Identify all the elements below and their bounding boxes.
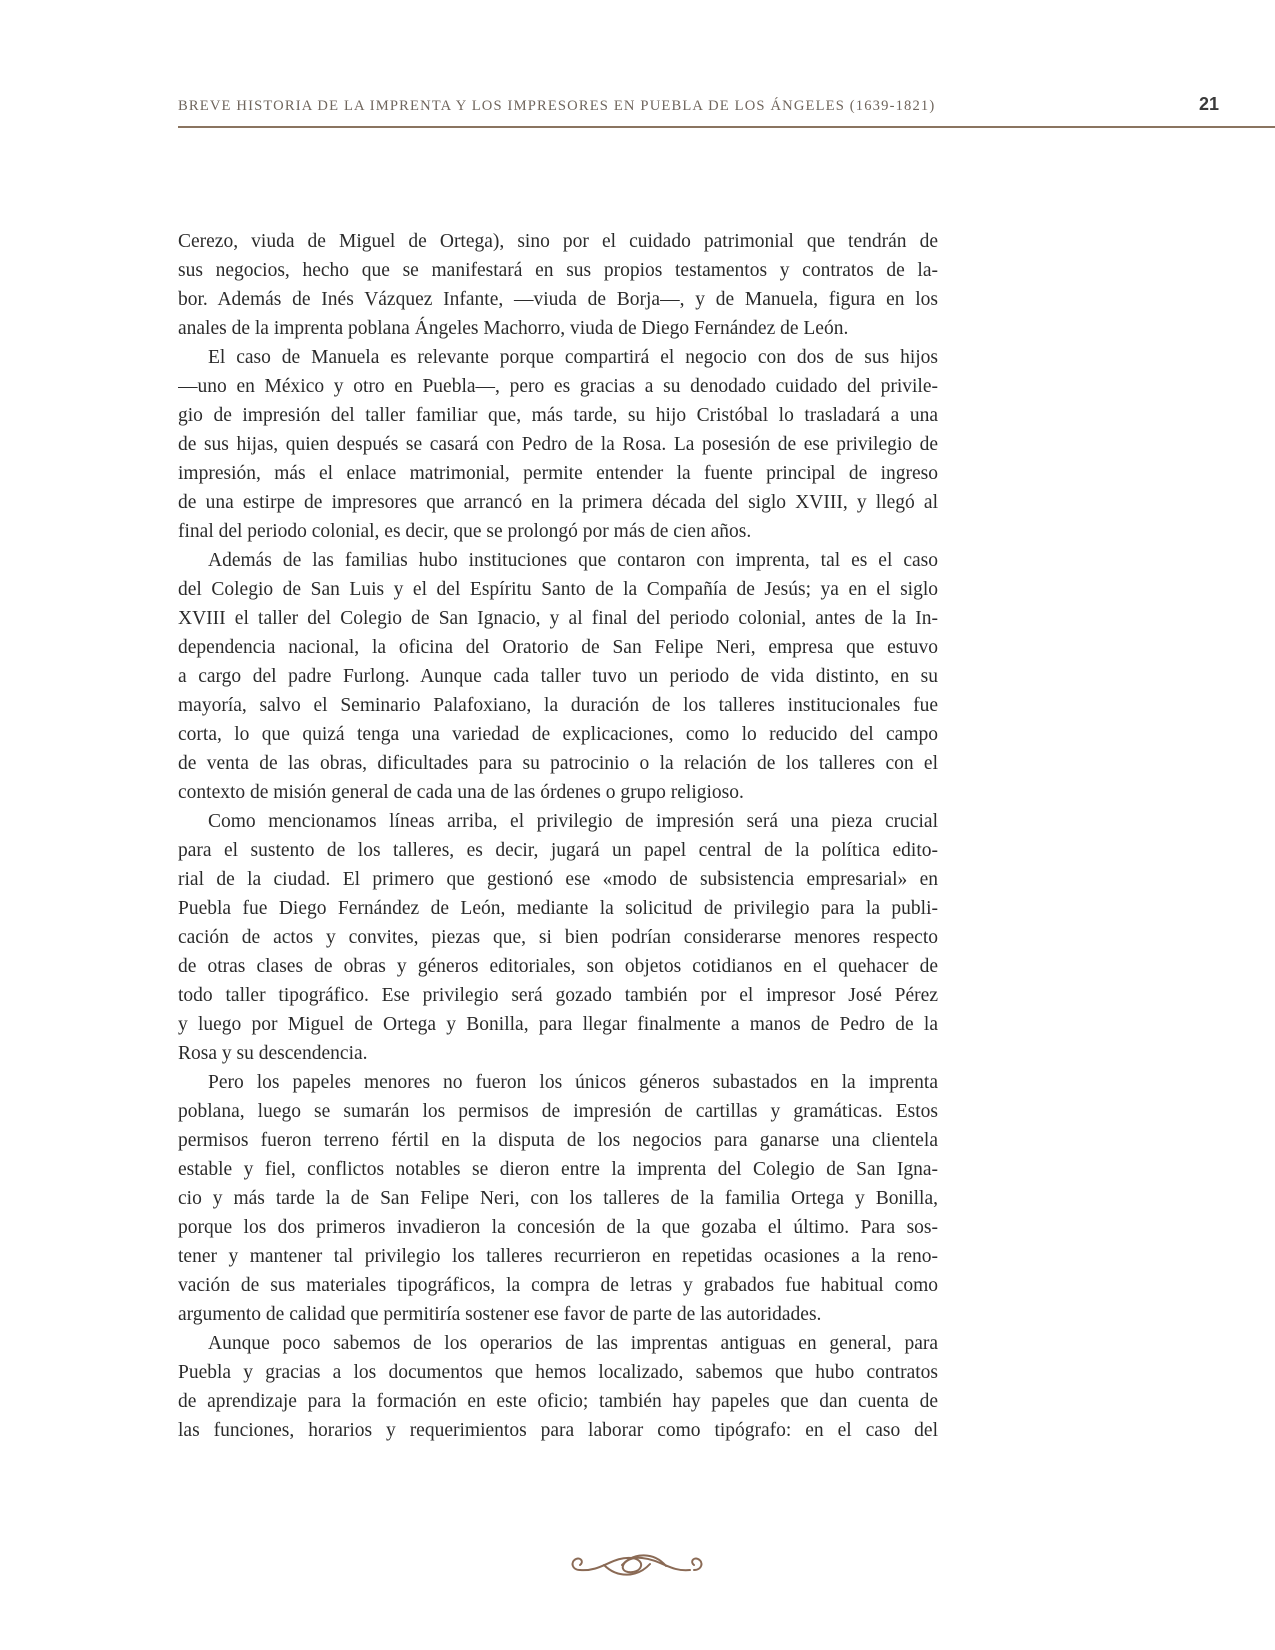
text-line: de venta de las obras, dificultades para su patrocinio o la relación de los talleres con el: [178, 753, 938, 774]
text-line: Además de las familias hubo instituciones que contaron con imprenta, tal es el caso: [208, 550, 938, 571]
text-line: gio de impresión del taller familiar que, más tarde, su hijo Cristóbal lo trasladará a una: [178, 405, 938, 426]
text-line: Puebla fue Diego Fernández de León, mediante la solicitud de privilegio para la publi-: [178, 898, 938, 919]
text-line: El caso de Manuela es relevante porque compartirá el negocio con dos de sus hijos: [208, 347, 938, 368]
text-line: de otras clases de obras y géneros editoriales, son objetos cotidianos en el quehacer de: [178, 956, 938, 977]
text-line: impresión, más el enlace matrimonial, permite entender la fuente principal de ingreso: [178, 463, 938, 484]
text-line: —uno en México y otro en Puebla—, pero es gracias a su denodado cuidado del privile-: [178, 376, 938, 397]
text-line: anales de la imprenta poblana Ángeles Machorro, viuda de Diego Fernández de León.: [178, 318, 849, 339]
text-line: estable y fiel, conflictos notables se dieron entre la imprenta del Colegio de San Igna-: [178, 1159, 938, 1180]
text-line: mayoría, salvo el Seminario Palafoxiano, la duración de los talleres institucionales fue: [178, 695, 938, 716]
text-line: final del periodo colonial, es decir, que se prolongó por más de cien años.: [178, 521, 752, 542]
text-line: de una estirpe de impresores que arrancó en la primera década del siglo XVIII, y llegó al: [178, 492, 938, 513]
text-line: bor. Además de Inés Vázquez Infante, —viuda de Borja—, y de Manuela, figura en los: [178, 289, 938, 310]
text-line: Aunque poco sabemos de los operarios de las imprentas antiguas en general, para: [208, 1333, 938, 1354]
text-line: poblana, luego se sumarán los permisos de impresión de cartillas y gramáticas. Estos: [178, 1101, 938, 1122]
text-line: Puebla y gracias a los documentos que hemos localizado, sabemos que hubo contratos: [178, 1362, 938, 1383]
text-line: cio y más tarde la de San Felipe Neri, con los talleres de la familia Ortega y Bonilla,: [178, 1188, 938, 1209]
text-line: cación de actos y convites, piezas que, si bien podrían considerarse menores respecto: [178, 927, 938, 948]
text-line: todo taller tipográfico. Ese privilegio será gozado también por el impresor José Pérez: [178, 985, 938, 1006]
running-head: BREVE HISTORIA DE LA IMPRENTA Y LOS IMPRESORES EN PUEBLA DE LOS ÁNGELES (1639-1821): [178, 98, 936, 114]
flourish-ornament-icon: [562, 1548, 712, 1582]
text-line: argumento de calidad que permitiría sostener ese favor de parte de las autoridades.: [178, 1304, 822, 1325]
text-line: Rosa y su descendencia.: [178, 1043, 368, 1064]
text-line: porque los dos primeros invadieron la concesión de la que gozaba el último. Para sos-: [178, 1217, 938, 1238]
page-number: 21: [1198, 94, 1219, 114]
text-line: las funciones, horarios y requerimientos para laborar como tipógrafo: en el caso del: [178, 1420, 938, 1441]
text-line: corta, lo que quizá tenga una variedad de explicaciones, como lo reducido del campo: [178, 724, 938, 745]
text-line: para el sustento de los talleres, es decir, jugará un papel central de la política edito-: [178, 840, 938, 861]
text-line: vación de sus materiales tipográficos, la compra de letras y grabados fue habitual como: [178, 1275, 938, 1296]
text-line: de sus hijas, quien después se casará con Pedro de la Rosa. La posesión de ese privilegio de: [178, 434, 938, 455]
text-line: contexto de misión general de cada una de las órdenes o grupo religioso.: [178, 782, 744, 803]
text-line: permisos fueron terreno fértil en la disputa de los negocios para ganarse una clientela: [178, 1130, 938, 1151]
text-line: XVIII el taller del Colegio de San Ignacio, y al final del periodo colonial, antes de la In-: [178, 608, 938, 629]
header-rule: [178, 126, 1275, 128]
body-text: [178, 227, 938, 1445]
text-line: sus negocios, hecho que se manifestará en sus propios testamentos y contratos de la-: [178, 260, 938, 281]
text-line: Pero los papeles menores no fueron los únicos géneros subastados en la imprenta: [208, 1072, 938, 1093]
text-line: Cerezo, viuda de Miguel de Ortega), sino por el cuidado patrimonial que tendrán de: [178, 231, 938, 252]
text-line: dependencia nacional, la oficina del Oratorio de San Felipe Neri, empresa que estuvo: [178, 637, 938, 658]
text-line: rial de la ciudad. El primero que gestionó ese «modo de subsistencia empresarial» en: [178, 869, 938, 890]
text-line: tener y mantener tal privilegio los talleres recurrieron en repetidas ocasiones a la reno-: [178, 1246, 938, 1267]
text-line: de aprendizaje para la formación en este oficio; también hay papeles que dan cuenta de: [178, 1391, 938, 1412]
text-line: Como mencionamos líneas arriba, el privilegio de impresión será una pieza crucial: [208, 811, 938, 832]
text-line: del Colegio de San Luis y el del Espíritu Santo de la Compañía de Jesús; ya en el siglo: [178, 579, 938, 600]
text-line: a cargo del padre Furlong. Aunque cada taller tuvo un periodo de vida distinto, en su: [178, 666, 938, 687]
text-line: y luego por Miguel de Ortega y Bonilla, para llegar finalmente a manos de Pedro de la: [178, 1014, 938, 1035]
